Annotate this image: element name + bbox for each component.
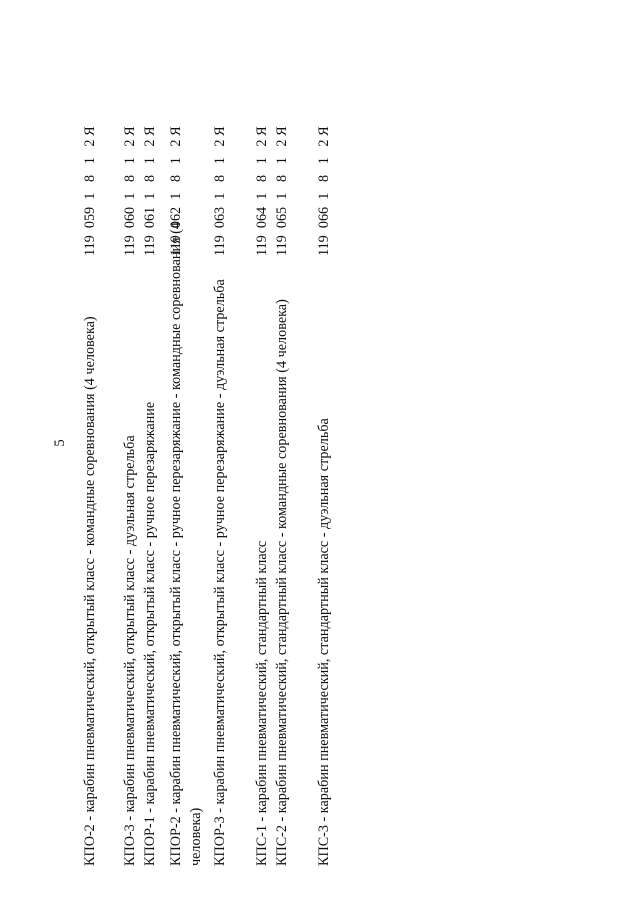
entry-description: КПО-3 - карабин пневматический, открытый класс - дуэльная стрельба — [122, 435, 138, 866]
entry-description: КПС-2 - карабин пневматический, стандартный класс - командные соревнования (4 человека) — [274, 299, 290, 866]
entry-description: КПС-1 - карабин пневматический, стандартный класс — [254, 540, 270, 866]
entry-code: 119 064 1 8 1 2 Я — [254, 126, 270, 256]
entry-description: КПС-3 - карабин пневматический, стандартный класс - дуэльная стрельба — [316, 418, 332, 866]
entry-code: 119 059 1 8 1 2 Я — [82, 126, 98, 256]
entry-description: КПО-2 - карабин пневматический, открытый класс - командные соревнования (4 человека) — [82, 316, 98, 866]
entry-code: 119 062 1 8 1 2 Я — [168, 126, 184, 256]
entry-description: КПОР-2 - карабин пневматический, открытый класс - ручное перезаряжание - командные соревнования (4 человека) — [168, 222, 204, 866]
entry-code: 119 066 1 8 1 2 Я — [316, 126, 332, 256]
entry-code: 119 063 1 8 1 2 Я — [212, 126, 228, 256]
entry-code: 119 061 1 8 1 2 Я — [142, 126, 158, 256]
entry-code: 119 065 1 8 1 2 Я — [274, 126, 290, 256]
entry-code: 119 060 1 8 1 2 Я — [122, 126, 138, 256]
entry-description: КПОР-1 - карабин пневматический, открытый класс - ручное перезаряжание — [142, 401, 158, 866]
classification-list — [80, 126, 340, 866]
page-number: 5 — [52, 439, 68, 447]
entry-description: КПОР-3 - карабин пневматический, открытый класс - ручное перезаряжание - дуэльная стрельба — [212, 279, 228, 866]
